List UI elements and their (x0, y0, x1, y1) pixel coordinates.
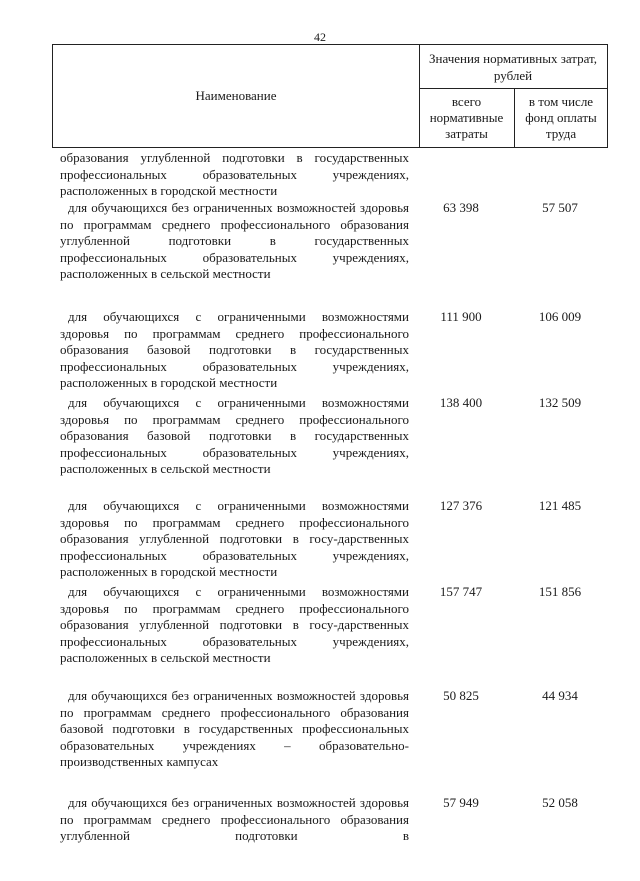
header-wage-column: в том числе фонд оплаты труда (525, 94, 597, 141)
row-wage-value: 57 507 (542, 200, 578, 215)
row-text: для обучающихся с ограниченными возможностями здоровья по программам среднего профессионального образования углубленной подготовки в госу-дарственных профессиональных образовательных учреждениях, расположенных в сельской местности (60, 584, 409, 665)
row-total-value: 111 900 (440, 309, 482, 324)
row-total-value: 138 400 (439, 395, 483, 410)
row-text: образования углубленной подготовки в государственных профессиональных образовательных учреждениях, расположенных в городской местности (60, 150, 409, 198)
header-name-column: Наименование (53, 45, 420, 147)
row-text: для обучающихся с ограниченными возможностями здоровья по программам среднего профессионального образования углубленной подготовки в госу-дарственных профессиональных образовательных учреждениях, расположенных в городской местности (60, 498, 409, 579)
row-total-value: 157 747 (439, 584, 483, 599)
row-total-value: 63 398 (443, 200, 479, 215)
row-total-value: 127 376 (439, 498, 483, 513)
header-values-group: Значения нормативных затрат, рублей (419, 45, 607, 89)
row-wage-value: 132 509 (538, 395, 582, 410)
row-wage-value: 121 485 (538, 498, 582, 513)
row-text: для обучающихся без ограниченных возможностей здоровья по программам среднего профессионального образования базовой подготовки в государственных профессиональных образовательных учреждениях – образовательно-производственных кампусах (60, 688, 409, 769)
row-text: для обучающихся с ограниченными возможностями здоровья по программам среднего профессионального образования базовой подготовки в государственных профессиональных образовательных учреждениях, расположенных в сельской местности (60, 395, 409, 476)
row-text: для обучающихся без ограниченных возможностей здоровья по программам среднего профессионального образования углубленной подготовки в (60, 795, 409, 843)
row-total-value: 57 949 (443, 795, 479, 810)
row-text: для обучающихся с ограниченными возможностями здоровья по программам среднего профессионального образования базовой подготовки в государственных профессиональных образовательных учреждениях, расположенных в городской местности (60, 309, 409, 390)
row-wage-value: 52 058 (542, 795, 578, 810)
row-total-value: 50 825 (443, 688, 479, 703)
row-wage-value: 44 934 (542, 688, 578, 703)
page-number: 42 (314, 30, 326, 44)
table-header (52, 44, 608, 148)
row-wage-value: 151 856 (538, 584, 582, 599)
header-total-column: всего нормативные затраты (419, 89, 515, 147)
row-wage-value: 106 009 (538, 309, 582, 324)
row-text: для обучающихся без ограниченных возможностей здоровья по программам среднего профессионального образования углубленной подготовки в государственных профессиональных образовательных учреждениях, расположенных в сельской местности (60, 200, 409, 281)
